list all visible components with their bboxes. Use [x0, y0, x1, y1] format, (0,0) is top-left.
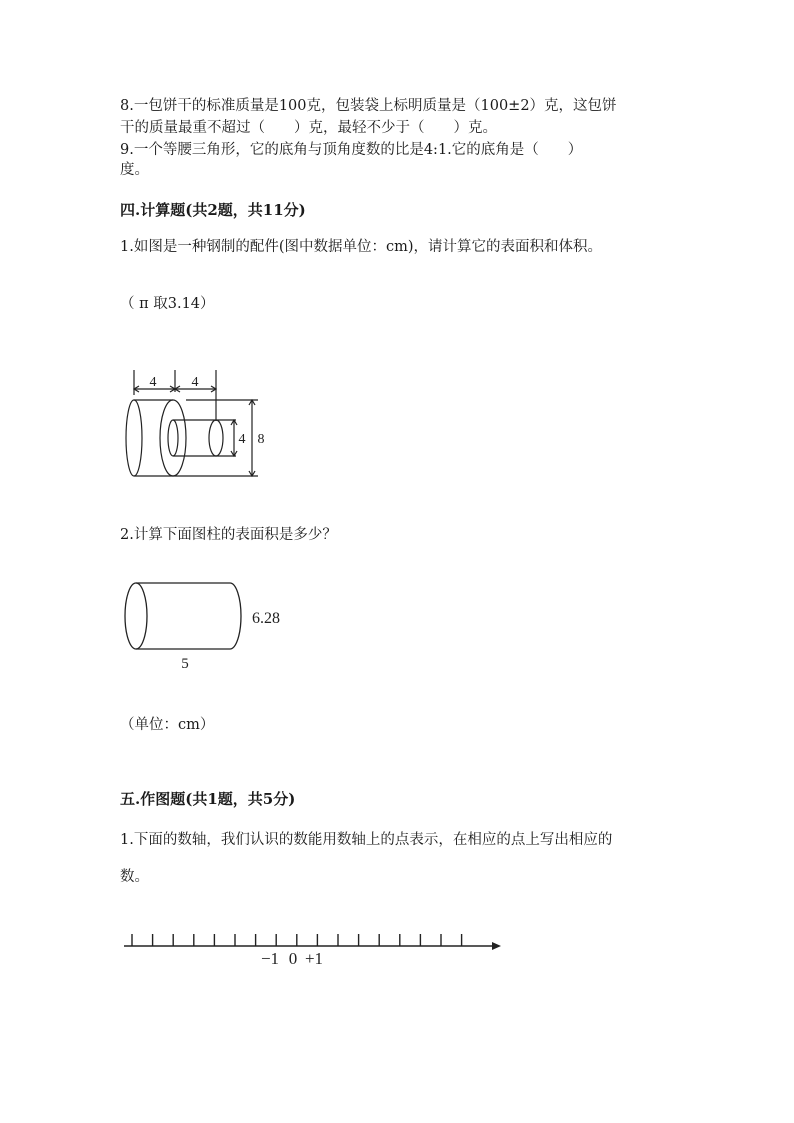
calc-question-2-unit: （单位：cm） [120, 717, 215, 733]
calc-question-1-pi-note: （ π 取3.14） [120, 296, 215, 312]
section-5-heading: 五.作图题(共1题，共5分) [120, 790, 296, 808]
dim-outer-diameter: 8 [257, 432, 265, 447]
question-9-line1: 9.一个等腰三角形，它的底角与顶角度数的比是4:1.它的底角是（ ） [120, 142, 583, 158]
dim-inner-diameter: 4 [238, 432, 246, 447]
number-line [118, 924, 508, 974]
dim-top-left: 4 [149, 375, 157, 390]
calc-question-1-text: 1.如图是一种钢制的配件(图中数据单位：cm)，请计算它的表面积和体积。 [120, 239, 603, 255]
number-line-label-zero: 0 [288, 949, 298, 968]
draw-question-1-line2: 数。 [120, 869, 149, 885]
question-9-line2: 度。 [120, 162, 149, 178]
calc-question-2-text: 2.计算下面图柱的表面积是多少？ [120, 527, 337, 543]
number-line-label-minus-one: −1 [260, 949, 280, 968]
question-8-line2: 干的质量最重不超过（ ）克，最轻不少于（ ）克。 [120, 120, 497, 136]
dim-top-right: 4 [191, 375, 199, 390]
number-line-arrowhead [492, 942, 501, 950]
steel-part-figure [118, 365, 268, 485]
cylinder-figure [118, 578, 298, 678]
circumference-label: 6.28 [252, 610, 280, 627]
section-4-heading: 四.计算题(共2题，共11分) [120, 201, 306, 219]
number-line-label-plus-one: +1 [304, 949, 324, 968]
length-label: 5 [181, 656, 189, 672]
question-8-line1: 8.一包饼干的标准质量是100克，包装袋上标明质量是（100±2）克，这包饼 [120, 98, 617, 114]
draw-question-1-line1: 1.下面的数轴，我们认识的数能用数轴上的点表示，在相应的点上写出相应的 [120, 832, 613, 848]
